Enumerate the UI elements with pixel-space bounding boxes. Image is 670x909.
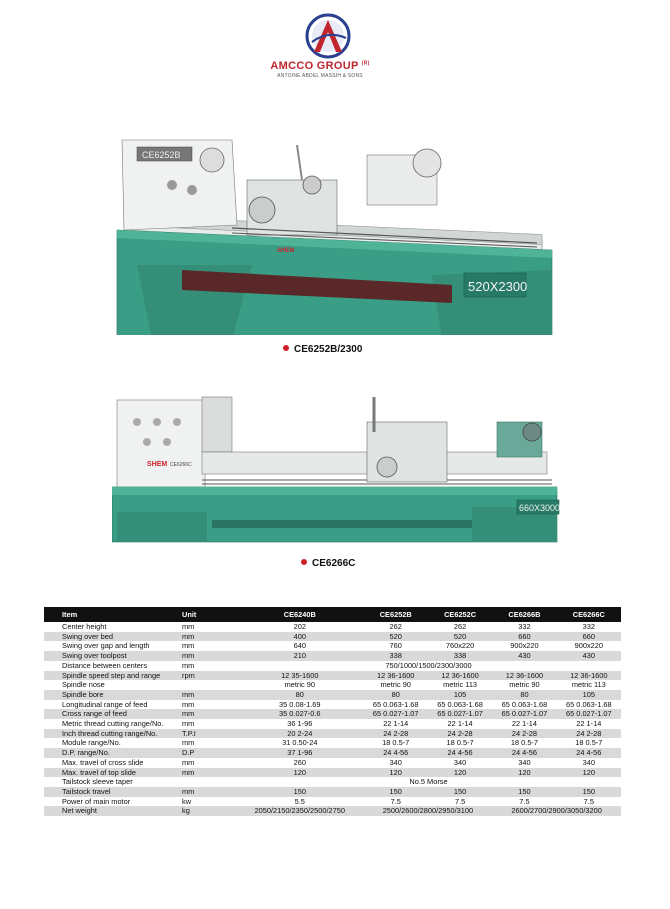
table-cell: Power of main motor [44, 797, 182, 807]
table-cell: 262 [428, 622, 492, 632]
table-row [44, 661, 621, 671]
table-cell: 12 35-1600 [236, 671, 364, 681]
table-cell [182, 680, 236, 690]
table-cell: 22 1-14 [557, 719, 621, 729]
table-cell: Max. travel of cross slide [44, 758, 182, 768]
table-cell: 150 [364, 787, 428, 797]
table-cell: D.P. range/No. [44, 748, 182, 758]
table-cell: mm [182, 622, 236, 632]
table-cell: 65 0.027-1.07 [492, 709, 556, 719]
bullet-dot-icon [301, 559, 307, 565]
table-cell: 150 [428, 787, 492, 797]
machine-caption: CE6252B/2300 [283, 344, 362, 355]
table-cell: 18 0.5-7 [428, 738, 492, 748]
table-cell: 760 [364, 641, 428, 651]
table-cell: 120 [428, 768, 492, 778]
table-cell: Net weight [44, 806, 182, 816]
table-cell: 31 0.50-24 [236, 738, 364, 748]
table-cell: Cross range of feed [44, 709, 182, 719]
table-cell: 120 [557, 768, 621, 778]
table-cell: 18 0.5-7 [364, 738, 428, 748]
table-cell: 65 0.063-1.68 [557, 700, 621, 710]
table-cell: Swing over bed [44, 632, 182, 642]
table-cell: 24 4-56 [364, 748, 428, 758]
brand-name: AMCCO GROUP $^{(R)}$ [270, 60, 370, 72]
table-cell: kw [182, 797, 236, 807]
table-cell: 660 [557, 632, 621, 642]
table-row [44, 768, 621, 778]
table-cell: 120 [364, 768, 428, 778]
table-cell: Distance between centers [44, 661, 182, 671]
table-cell: 2600/2700/2900/3050/3200 [492, 806, 621, 816]
table-cell: 65 0.027-1.07 [557, 709, 621, 719]
table-cell: 24 2-28 [492, 729, 556, 739]
table-cell: T.P.I [182, 729, 236, 739]
table-row [44, 748, 621, 758]
column-header: CE6252C [428, 607, 492, 622]
table-cell: mm [182, 700, 236, 710]
table-cell: 22 1-14 [428, 719, 492, 729]
table-cell: 65 0.027-1.07 [428, 709, 492, 719]
table-cell: 750/1000/1500/2300/3000 [236, 661, 621, 671]
table-cell: 262 [364, 622, 428, 632]
table-cell: 430 [557, 651, 621, 661]
table-cell: rpm [182, 671, 236, 681]
table-cell: 80 [364, 690, 428, 700]
machine-brand-mark: SHEM [277, 248, 295, 254]
table-cell: 2500/2600/2800/2950/3100 [364, 806, 493, 816]
table-row [44, 787, 621, 797]
table-cell: 24 4-56 [557, 748, 621, 758]
table-cell: Spindle speed step and range [44, 671, 182, 681]
table-cell: 340 [557, 758, 621, 768]
column-header: CE6252B [364, 607, 428, 622]
column-header: Item [44, 607, 182, 622]
table-cell: 520 [428, 632, 492, 642]
table-body [44, 622, 621, 816]
table-cell: 18 0.5-7 [492, 738, 556, 748]
table-row [44, 758, 621, 768]
table-cell: 24 2-28 [364, 729, 428, 739]
machine-caption: CE6266C [301, 558, 355, 569]
table-row [44, 719, 621, 729]
table-row [44, 777, 621, 787]
lathe-photo-ce6252b [112, 125, 560, 335]
table-cell: 22 1-14 [492, 719, 556, 729]
table-cell: 120 [236, 768, 364, 778]
table-row [44, 806, 621, 816]
table-cell: 36 1-96 [236, 719, 364, 729]
table-cell: Spindle bore [44, 690, 182, 700]
table-cell: 12 36-1600 [492, 671, 556, 681]
table-cell: 35 0.08-1.69 [236, 700, 364, 710]
table-cell: 65 0.063-1.68 [364, 700, 428, 710]
table-cell: 338 [428, 651, 492, 661]
table-cell: Tailstock travel [44, 787, 182, 797]
table-cell: 332 [492, 622, 556, 632]
table-cell: Longitudinal range of feed [44, 700, 182, 710]
table-cell: 150 [557, 787, 621, 797]
table-cell: 12 36-1600 [557, 671, 621, 681]
table-cell: 430 [492, 651, 556, 661]
table-row [44, 671, 621, 681]
table-cell: 5.5 [236, 797, 364, 807]
table-cell: D.P [182, 748, 236, 758]
table-cell: mm [182, 661, 236, 671]
table-cell: 150 [492, 787, 556, 797]
table-cell [182, 777, 236, 787]
table-cell: 332 [557, 622, 621, 632]
table-cell: 340 [492, 758, 556, 768]
specification-table [44, 607, 621, 816]
table-cell: Inch thread cutting range/No. [44, 729, 182, 739]
table-cell: metric 113 [557, 680, 621, 690]
table-cell: 340 [364, 758, 428, 768]
table-cell: 80 [492, 690, 556, 700]
table-cell: 520 [364, 632, 428, 642]
table-cell: Module range/No. [44, 738, 182, 748]
column-header: CE6240B [236, 607, 364, 622]
table-cell: metric 90 [236, 680, 364, 690]
table-cell: mm [182, 787, 236, 797]
column-header: CE6266C [557, 607, 621, 622]
table-cell: 37 1-96 [236, 748, 364, 758]
table-cell: 105 [557, 690, 621, 700]
table-cell: kg [182, 806, 236, 816]
table-cell: mm [182, 719, 236, 729]
table-cell: 24 4-56 [492, 748, 556, 758]
amcco-logo-icon [298, 12, 358, 62]
table-row [44, 632, 621, 642]
table-cell: mm [182, 738, 236, 748]
table-cell: Tailstock sleeve taper [44, 777, 182, 787]
table-cell: Center height [44, 622, 182, 632]
table-cell: Max. travel of top slide [44, 768, 182, 778]
table-cell: 7.5 [428, 797, 492, 807]
table-header-row [44, 607, 621, 622]
table-cell: 35 0.027-0.6 [236, 709, 364, 719]
table-cell: 210 [236, 651, 364, 661]
table-row [44, 729, 621, 739]
table-cell: 900x220 [557, 641, 621, 651]
table-cell: 660 [492, 632, 556, 642]
table-cell: 105 [428, 690, 492, 700]
table-row [44, 651, 621, 661]
table-cell: mm [182, 768, 236, 778]
table-cell: 18 0.5-7 [557, 738, 621, 748]
table-cell: 7.5 [492, 797, 556, 807]
table-cell: mm [182, 632, 236, 642]
table-cell: Swing over toolpost [44, 651, 182, 661]
table-cell: 2050/2150/2350/2500/2750 [236, 806, 364, 816]
svg-text:CE6252B: CE6252B [142, 150, 181, 160]
table-cell: metric 90 [492, 680, 556, 690]
table-row [44, 709, 621, 719]
table-cell: 65 0.063-1.68 [428, 700, 492, 710]
table-cell: 760x220 [428, 641, 492, 651]
brand-subtitle: ANTOINE ABDEL MASSIH & SONS [277, 73, 363, 79]
table-cell: 7.5 [557, 797, 621, 807]
table-cell: mm [182, 690, 236, 700]
table-cell: Spindle nose [44, 680, 182, 690]
table-cell: 120 [492, 768, 556, 778]
table-cell: 7.5 [364, 797, 428, 807]
table-cell: 65 0.027-1.07 [364, 709, 428, 719]
machine-plate-label: 660X3000 [519, 503, 560, 513]
machine-brand-mark: SHEM [147, 461, 168, 468]
table-cell: 24 4-56 [428, 748, 492, 758]
table-row [44, 690, 621, 700]
table-cell: No.5 Morse [236, 777, 621, 787]
table-cell: 340 [428, 758, 492, 768]
table-row [44, 700, 621, 710]
table-cell: metric 90 [364, 680, 428, 690]
table-cell: 150 [236, 787, 364, 797]
bullet-dot-icon [283, 345, 289, 351]
table-cell: 338 [364, 651, 428, 661]
table-row [44, 738, 621, 748]
table-cell: 24 2-28 [557, 729, 621, 739]
table-cell: mm [182, 641, 236, 651]
table-cell: 22 1-14 [364, 719, 428, 729]
table-cell: 65 0.063-1.68 [492, 700, 556, 710]
column-header: CE6266B [492, 607, 556, 622]
table-cell: mm [182, 651, 236, 661]
table-row [44, 622, 621, 632]
column-header: Unit [182, 607, 236, 622]
table-cell: 24 2-28 [428, 729, 492, 739]
table-cell: 12 36-1600 [364, 671, 428, 681]
lathe-photo-ce6266c [112, 392, 560, 552]
table-cell: 12 36-1600 [428, 671, 492, 681]
table-cell: metric 113 [428, 680, 492, 690]
table-cell: mm [182, 758, 236, 768]
table-cell: 400 [236, 632, 364, 642]
table-cell: Swing over gap and length [44, 641, 182, 651]
machine-plate-label: 520X2300 [468, 279, 528, 294]
table-cell: 20 2-24 [236, 729, 364, 739]
table-cell: 260 [236, 758, 364, 768]
table-cell: 900x220 [492, 641, 556, 651]
table-cell: 80 [236, 690, 364, 700]
machine-model-mark: CE6266C [170, 462, 192, 468]
table-row [44, 797, 621, 807]
table-cell: 202 [236, 622, 364, 632]
table-cell: 640 [236, 641, 364, 651]
table-cell: mm [182, 709, 236, 719]
table-cell: Metric thread cutting range/No. [44, 719, 182, 729]
table-row [44, 680, 621, 690]
table-row [44, 641, 621, 651]
